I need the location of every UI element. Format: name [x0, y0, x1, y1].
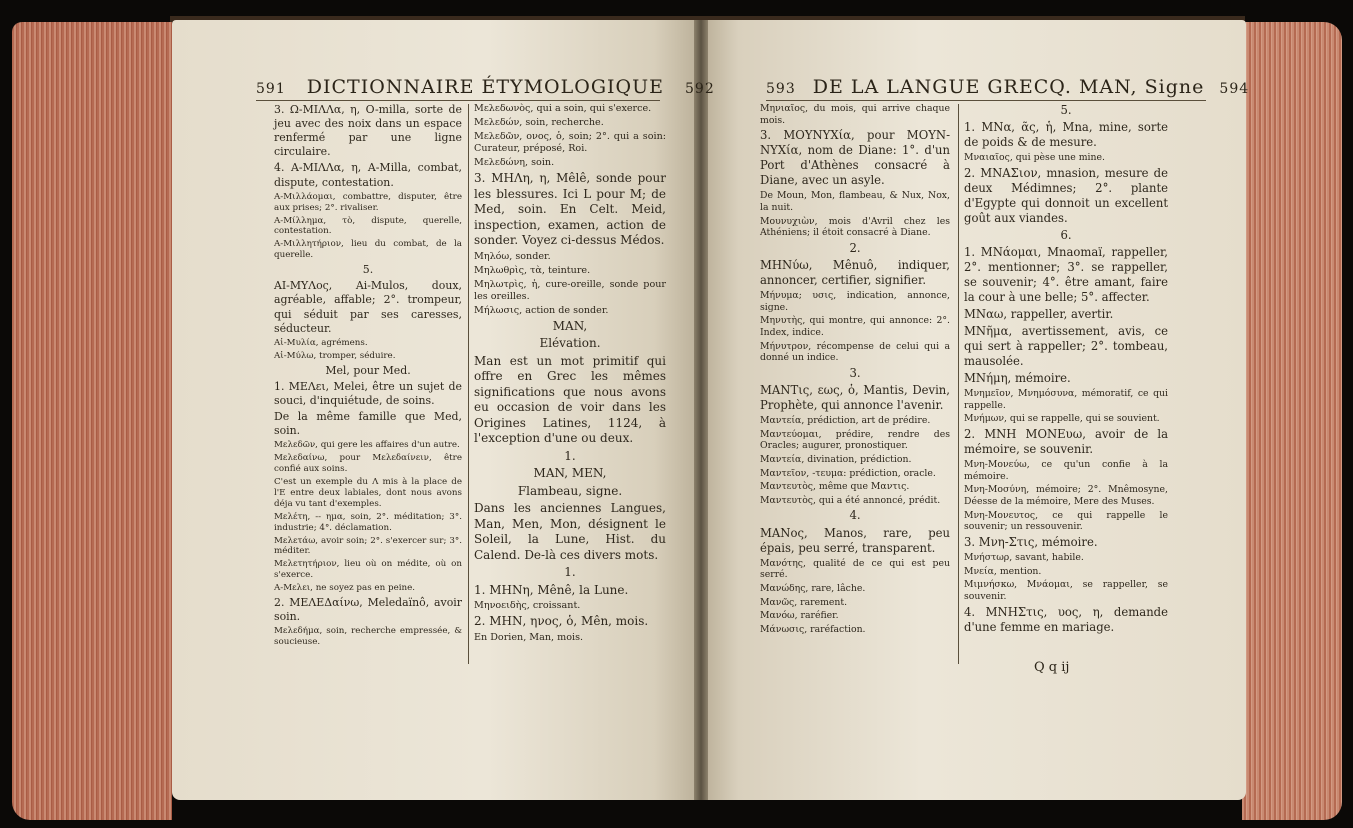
entry-line: Μηλωτρὶς, ἡ, cure-oreille, sonde pour les oreilles.	[474, 278, 666, 302]
entry-line: Μνη-Μονευτος, ce qui rappelle le souvenir; un ressouvenir.	[964, 509, 1168, 533]
entry-line: 3. ΜΟΥΝΥΧία, pour ΜΟΥΝ-ΝΥΧία, nom de Diane: 1°. d'un Port d'Athènes consacré à Diane, avec un asyle.	[760, 128, 950, 188]
entry-line: 2. ΜΝΗ ΜΟΝΕυω, avoir de la mémoire, se souvenir.	[964, 427, 1168, 457]
entry-line: ΜΝήμη, mémoire.	[964, 371, 1071, 386]
left-page-number-1: 591	[256, 81, 286, 97]
right-page-header	[766, 76, 1249, 98]
entry-line: Μανόω, raréfier.	[760, 610, 839, 622]
entry-line: 1. ΜΝάομαι, Mnaomaï, rappeller, 2°. mentionner; 3°. se rappeller, se souvenir; 4°. être amant, faire la cour à une belle; 5°. affecter.	[964, 244, 1168, 304]
entry-line: Μνη-Μονεύω, ce qu'un confie à la mémoire.	[964, 459, 1168, 482]
entry-line: Μήνυμα; υσις, indication, annonce, signe.	[760, 290, 950, 313]
entry-line: Μελεδών, soin, recherche.	[474, 117, 604, 128]
entry-line: MAN, MEN,	[533, 466, 607, 480]
entry-line: 1.	[564, 565, 576, 579]
entry-line: Μελετάω, avoir soin; 2°. s'exercer sur; 3°. méditer.	[274, 535, 462, 557]
entry-line: Mel, pour Med.	[325, 363, 411, 377]
entry-line: Elévation.	[539, 336, 601, 350]
right-page-title: DE LA LANGUE GRECQ. MAN, Signe	[812, 76, 1205, 98]
entry-line: Μάνωσις, raréfaction.	[760, 623, 866, 635]
entry-line: ΜΗΝύω, Mênuô, indiquer, annoncer, certifier, signifier.	[760, 258, 950, 288]
right-column-2	[964, 103, 1168, 637]
entry-line: Μναιαῖος, qui pèse une mine.	[964, 152, 1105, 164]
entry-line: Μνημεῖον, Μνημόσυνα, mémoratif, ce qui rappelle.	[964, 388, 1168, 411]
entry-line: 3. Μνη-Στις, mémoire.	[964, 535, 1098, 549]
entry-line: 2.	[849, 240, 861, 255]
printer-signature: Q q ij	[1034, 660, 1070, 675]
entry-line: Μηλωθρὶς, τὰ, teinture.	[474, 264, 591, 276]
entry-line: Μελεδῶν, ονος, ὁ, soin; 2°. qui a soin: Curateur, préposé, Roi.	[474, 131, 666, 154]
entry-line: Μνήμων, qui se rappelle, qui se souvient.	[964, 413, 1160, 425]
entry-line: 1. ΜΕΛει, Melei, être un sujet de souci, d'inquiétude, de soins.	[274, 379, 462, 407]
right-header-rule	[766, 100, 1206, 101]
entry-line: 1.	[564, 448, 576, 463]
left-page-header	[256, 76, 715, 98]
entry-line: Μελεδαίνω, pour Μελεδαίνειν, être confié aux soins.	[274, 453, 462, 474]
entry-line: Μηνοειδὴς, croissant.	[474, 600, 581, 611]
entry-line: Flambeau, signe.	[517, 483, 623, 498]
entry-line: Μαντεῖον, -τευμα: prédiction, oracle.	[760, 467, 936, 479]
entry-line: Μνήστωρ, savant, habile.	[964, 552, 1084, 564]
left-page-title: DICTIONNAIRE ÉTYMOLOGIQUE	[306, 76, 664, 98]
entry-line: Μελεδήμα, soin, recherche empressée, & soucieuse.	[274, 626, 462, 648]
left-page-edges	[12, 22, 172, 820]
entry-line: Μαντεία, prédiction, art de prédire.	[760, 415, 931, 426]
entry-line: 4. ΜΝΗΣτις, υος, η, demande d'une femme en mariage.	[964, 604, 1168, 634]
entry-line: Μαντευτὸς, qui a été annoncé, prédit.	[760, 494, 941, 506]
entry-line: De la même famille que Med, soin.	[274, 409, 462, 438]
entry-line: ΜΝῆμα, avertissement, avis, ce qui sert à rappeller; 2°. tombeau, mausolée.	[964, 324, 1168, 369]
entry-line: Μαντεύομαι, prédire, rendre des Oracles; augurer, pronostiquer.	[760, 428, 950, 452]
entry-line: Μανότης, qualité de ce qui est peu serré.	[760, 557, 950, 581]
left-column-rule	[468, 104, 469, 664]
entry-line: Μηνιαῖος, du mois, qui arrive chaque mois.	[760, 103, 950, 126]
entry-line: 1. ΜΝα, ᾶς, ἡ, Mna, mine, sorte de poids & de mesure.	[964, 120, 1168, 150]
entry-line: Μελέτη, -- ημα, soin, 2°. méditation; 3°. industrie; 4°. déclamation.	[274, 511, 462, 533]
entry-line: Μιμνήσκω, Μνάομαι, se rappeller, se souvenir.	[964, 579, 1168, 602]
entry-line: Μανώδης, rare, lâche.	[760, 582, 866, 594]
left-page-number-2: 592	[685, 81, 715, 97]
entry-line: Μαντευτὸς, même que Μαντις.	[760, 481, 910, 493]
entry-line: Α-Μιλλάομαι, combattre, disputer, être aux prises; 2°. rivaliser.	[274, 191, 462, 213]
entry-line: Α-Μιλλητήριον, lieu du combat, de la querelle.	[274, 239, 462, 261]
entry-line: Μελεδωνὸς, qui a soin, qui s'exerce.	[474, 103, 652, 114]
entry-line: C'est un exemple du Λ mis à la place de l'Ε entre deux labiales, dont nous avons déja vu tant d'exemples.	[274, 476, 462, 509]
entry-line: 4.	[849, 508, 861, 523]
entry-line: 2. ΜΝΑΣιον, mnasion, mesure de deux Médimnes; 2°. plante d'Egypte qui donnoit un excellent goût aux viandes.	[964, 165, 1168, 225]
entry-line: Dans les anciennes Langues, Man, Men, Mon, désignent le Soleil, la Lune, Hist. du Calend. De-là ces divers mots.	[474, 501, 666, 562]
right-column-rule	[958, 104, 959, 664]
entry-line: En Dorien, Man, mois.	[474, 631, 584, 643]
entry-line: 3.	[849, 365, 861, 380]
entry-line: Μελετητήριον, lieu où on médite, où on s'exerce.	[274, 559, 462, 581]
entry-line: De Moun, Mon, flambeau, & Nux, Nox, la nuit.	[760, 190, 950, 214]
entry-line: 3. Ω-ΜΙΛΛα, η, O-milla, sorte de jeu avec des noix dans un espace renfermé par une ligne circulaire.	[274, 103, 462, 159]
entry-line: 4. Α-ΜΙΛΛα, η, A-Milla, combat, dispute, contestation.	[274, 161, 462, 189]
entry-line: Μανῶς, rarement.	[760, 596, 848, 608]
entry-line: Μελεδῶν, qui gere les affaires d'un autre.	[274, 440, 460, 451]
book-gutter	[694, 20, 708, 800]
entry-line: Μνεία, mention.	[964, 565, 1042, 577]
entry-line: Α-Μίλλημα, τὸ, dispute, querelle, contestation.	[274, 215, 462, 237]
right-page-edges	[1242, 22, 1342, 820]
entry-line: ΜΑΝΤις, εως, ὁ, Mantis, Devin, Prophète, qui annonce l'avenir.	[760, 382, 950, 412]
entry-line: Αἱ-Μύλω, tromper, séduire.	[274, 350, 396, 361]
entry-line: 3. ΜΗΛη, η, Mêlê, sonde pour les blessures. Ici L pour M; de Med, soin. En Celt. Meid, inspection, examen, action de sonder. Voyez ci-dessus Médos.	[474, 171, 666, 247]
entry-line: Man est un mot primitif qui offre en Grec les mêmes significations que nous avons eu occasion de voir dans les Origines Latines, 1124, à l'exception d'une ou deux.	[474, 353, 666, 445]
entry-line: Μηνυτὴς, qui montre, qui annonce: 2°. Index, indice.	[760, 315, 950, 338]
entry-line: Μήνυτρον, récompense de celui qui a donné un indice.	[760, 340, 950, 364]
entry-line: 1. ΜΗΝη, Mênê, la Lune.	[474, 582, 629, 597]
entry-line: Μουνυχιὼν, mois d'Avril chez les Athéniens; il étoit consacré à Diane.	[760, 215, 950, 239]
entry-line: 2. ΜΗΝ, ηνος, ὁ, Mên, mois.	[474, 614, 649, 628]
left-column-2	[474, 103, 666, 646]
entry-line: Μήλωσις, action de sonder.	[474, 304, 609, 316]
entry-line: Αἱ-Μυλία, agrémens.	[274, 337, 368, 348]
entry-line: ΑΙ-ΜΥΛος, Ai-Mulos, doux, agréable, affable; 2°. trompeur, qui séduit par ses caresses, séducteur.	[274, 279, 462, 335]
right-column-1	[760, 103, 950, 637]
entry-line: MAN,	[552, 318, 588, 333]
right-page-number-1: 593	[766, 81, 796, 97]
entry-line: Μελεδώνη, soin.	[474, 157, 555, 168]
entry-line: ΜΑΝος, Manos, rare, peu épais, peu serré, transparent.	[760, 525, 950, 555]
entry-line: 2. ΜΕΛΕΔαίνω, Meledaïnô, avoir soin.	[274, 596, 462, 624]
left-header-rule	[256, 100, 660, 101]
entry-line: ΜΝαω, rappeller, avertir.	[964, 307, 1114, 322]
entry-line: Μνη-Μοσύνη, mémoire; 2°. Mnêmosyne, Déesse de la mémoire, Mere des Muses.	[964, 484, 1168, 508]
entry-line: Α-Μελει, ne soyez pas en peine.	[274, 583, 416, 594]
entry-line: Μηλόω, sonder.	[474, 250, 551, 262]
entry-line: 5.	[362, 263, 374, 277]
right-page-number-2: 594	[1219, 81, 1250, 97]
entry-line: 6.	[1060, 227, 1072, 242]
left-column-1	[274, 103, 462, 650]
entry-line: Μαντεία, divination, prédiction.	[760, 453, 912, 465]
entry-line: 5.	[1060, 103, 1072, 117]
